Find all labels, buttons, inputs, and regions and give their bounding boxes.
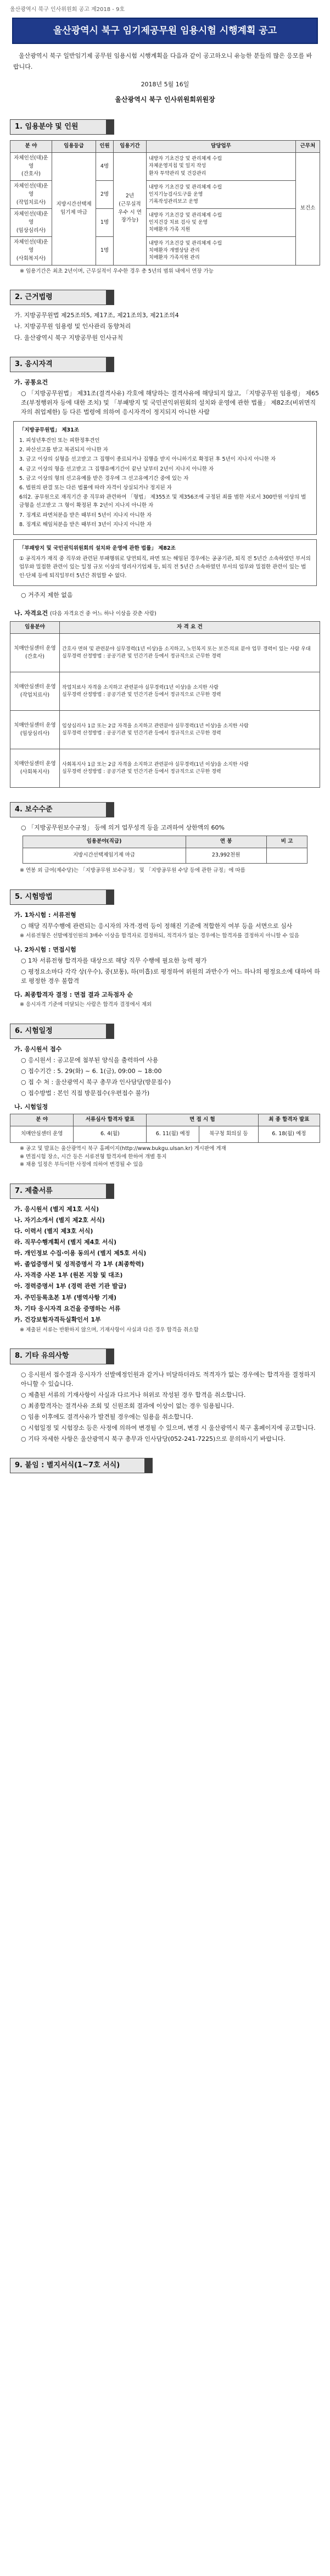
caution-item: ○ 제출된 서류의 기재사항이 사실과 다르거나 허위로 작성된 경우 합격을 취소합니다.	[21, 1391, 246, 1398]
section-title: 2. 근거법령	[10, 290, 106, 305]
list-item: 5. 금고 이상의 형의 선고유예를 받은 경우에 그 선고유예기간 중에 있는 자	[19, 475, 189, 482]
box-title: 「부패방지 및 국민권익위원회의 설치와 운영에 관한 법률」 제82조	[19, 545, 176, 551]
table-header: 분 야	[10, 141, 52, 153]
section-title: 5. 시험방법	[10, 890, 106, 904]
document-item: 라. 직무수행계획서 (별지 제4호 서식)	[14, 1239, 116, 1246]
duty-item: 치매환자 가족 지원	[149, 226, 191, 233]
subsection-label: 나. 자격요건	[14, 609, 48, 617]
cell-field: 치매안심센터 운영 (임상심리사)	[10, 711, 60, 749]
section-bar	[106, 1024, 114, 1038]
table-header: 임용분야	[10, 622, 60, 634]
paragraph: ○ 평정요소마다 각각 상(우수), 중(보통), 하(미흡)로 평정하여 위원의 과반수가 어느 하나의 평정요소에 대하여 하로 평정한 경우 불합격	[21, 968, 320, 985]
section-header-9	[10, 1458, 153, 1473]
section-title: 3. 응시자격	[10, 357, 106, 372]
section-bar	[106, 890, 114, 904]
cell-period: 2년 (근무실적 우수 시 연장가능)	[114, 152, 147, 265]
caution-item: ○ 임용 이후에도 결격사유가 발견될 경우에는 임용을 취소합니다.	[21, 1413, 193, 1420]
schedule-note: ※ 면접시험 장소, 시간 등은 서류전형 합격자에 한하여 개별 통지	[20, 1153, 167, 1160]
cell-grade: 지방시간선택제임기제 마급	[52, 152, 96, 265]
table-row	[10, 749, 320, 788]
duty-item: 내방자 기초건강 및 관리체계 수립	[149, 240, 222, 246]
table-header: 임용분야(직급)	[23, 836, 186, 848]
cell-salary: 23,992천원	[186, 848, 266, 864]
duty-item: 기록작성관리보고 운영	[149, 198, 198, 204]
law-box	[13, 421, 317, 535]
cell-interview: 6. 11(월) 예정	[147, 1126, 199, 1142]
cell-duties	[147, 209, 296, 237]
subsection-title: 나. 시험일정	[14, 1103, 48, 1111]
box-title: 「지방공무원법」 제31조	[19, 427, 79, 433]
req-item: 임상심리사 1급 또는 2급 자격을 소지하고 관련분야 실무경력(1년 이상)을 소지한 사람	[62, 723, 249, 729]
section-header-3	[10, 357, 114, 372]
duty-item: 치매환자 가족지원 관리	[149, 255, 200, 261]
cell-req	[60, 634, 320, 672]
table-header: 연 봉	[186, 836, 266, 848]
table-header: 근무처	[296, 141, 320, 153]
cell-field: 자체인선(대)운영 (작업치료사)	[10, 181, 52, 209]
document-item: 사. 자격증 사본 1부 (원본 지참 및 대조)	[14, 1272, 123, 1279]
list-item: 4. 금고 이상의 형을 선고받고 그 집행유예기간이 끝난 날부터 2년이 지나지 아니한 자	[19, 466, 214, 472]
section-bar	[106, 803, 114, 817]
schedule-note: ※ 채용 일정은 부득이한 사정에 의하여 변경될 수 있음	[20, 1162, 143, 1168]
paragraph: ○ 「지방공무원보수규정」 등에 의거 업무성격 등을 고려하여 상한액의 60%	[21, 824, 225, 832]
section-title: 1. 임용분야 및 인원	[10, 120, 106, 134]
paragraph: ○ 응시원서 : 공고문에 첨부된 양식을 출력하여 사용	[21, 1056, 159, 1064]
subsection-note: (다음 자격요건 중 어느 하나 이상을 갖춘 사람)	[49, 610, 156, 617]
box-text: ① 공직자가 재직 중 직무와 관련된 부패행위로 당연퇴직, 파면 또는 해임된 경우에는 공공기관, 퇴직 전 5년간 소속하였던 부서의 업무와 밀접한 관련이 있는 일정 규모 이상의 영리사기업체 등, 퇴직 전 5년간 소속하였던 부서의 업무와 밀접한 관련이 있는 법인·단체 등에 퇴직일부터 5년간 취업할 수 없다.	[19, 556, 311, 579]
notice-date: 2018년 5월 16일	[141, 81, 189, 89]
section-bar	[144, 1458, 152, 1473]
duty-item: 자체운영지침 및 일지 작성	[149, 163, 206, 169]
document-item: 카. 건강보험자격득실확인서 1부	[14, 1315, 101, 1323]
table-header: 임용등급	[52, 141, 96, 153]
schedule-table	[10, 1114, 320, 1143]
salary-note: ※ 연봉 외 급여(제수당)는 「지방공무원 보수규정」 및 「지방공무원 수당 등에 관한 규정」에 따름	[20, 867, 245, 874]
section-header-1	[10, 119, 114, 135]
document-item: 다. 이력서 (별지 제3호 서식)	[14, 1228, 93, 1235]
document-item: 아. 경력증명서 1부 (경력 관련 기관 발급)	[14, 1283, 127, 1290]
documents-note: ※ 제출된 서류는 반환하지 않으며, 기재사항이 사실과 다른 경우 합격을 취소함	[20, 1326, 199, 1333]
cell-count: 1명	[96, 209, 114, 237]
table-header: 자 격 요 건	[60, 622, 320, 634]
table-row	[10, 634, 320, 672]
duty-item: 내방자 기초건강 및 관리체계 수립	[149, 212, 222, 218]
cell-count: 2명	[96, 181, 114, 209]
salary-table	[23, 836, 308, 864]
cell-place: 북구청 회의실 등	[199, 1126, 258, 1142]
req-item: 간호사 면허 및 관련분야 실무경력(1년 이상)을 소지하고, 노인복지 또는 보건·의료 분야 업무 경력이 있는 사람 우대	[62, 646, 311, 652]
list-item: 6. 법원의 판결 또는 다른 법률에 따라 자격이 상실되거나 정지된 자	[19, 485, 172, 491]
note: ※ 응시자격 기준에 미달되는 사람은 합격자 결정에서 제외	[20, 1002, 152, 1008]
subsection-title: 다. 최종합격자 결정 : 면접 결과 고득점자 순	[14, 991, 133, 998]
section-title: 4. 보수수준	[10, 803, 106, 817]
cell-field: 자체인선(대)운영 (사회복지사)	[10, 237, 52, 265]
section-bar	[106, 120, 114, 134]
cell-field: 지방시간선택제임기제 마급	[23, 848, 186, 864]
table-header: 분 야	[10, 1114, 74, 1126]
section-header-7	[10, 1184, 114, 1199]
table-row	[10, 711, 320, 749]
table-note: ※ 임용기간은 최초 2년이며, 근무실적이 우수한 경우 총 5년의 범위 내에서 연장 가능	[20, 268, 214, 274]
table-row	[10, 152, 320, 180]
note: ※ 서류전형은 선발예정인원의 3배수 이상을 합격자로 결정하되, 적격자가 없는 경우에는 합격자를 결정하지 아니할 수 있음	[20, 933, 299, 939]
section-header-2	[10, 290, 114, 305]
section-header-8	[10, 1348, 114, 1364]
req-item: 사회복지사 1급 또는 2급 자격을 소지하고 관련분야 실무경력(1년 이상)을 소지한 사람	[62, 761, 249, 767]
requirements-table	[10, 621, 320, 788]
cell-req	[60, 711, 320, 749]
cell-place: 보건소	[296, 152, 320, 265]
notice-number: 울산광역시 북구 인사위원회 공고 제2018 - 9호	[10, 7, 125, 13]
cell-note	[266, 848, 307, 864]
table-row	[23, 848, 307, 864]
cell-count: 1명	[96, 237, 114, 265]
paragraph: ○ 접수방법 : 본인 직접 방문접수(우편접수 불가)	[21, 1090, 150, 1097]
table-header: 면 접 시 험	[147, 1114, 258, 1126]
law-item: 가. 지방공무원법 제25조의5, 제17조, 제21조의3, 제21조의4	[14, 312, 179, 319]
paragraph: ○ 접수기간 : 5. 29(화) ~ 6. 1(금), 09:00 ~ 18:00	[21, 1067, 162, 1075]
subsection-title	[10, 609, 320, 618]
list-item: 6의2. 공무원으로 재직기간 중 직무와 관련하여 「형법」 제355조 및 제356조에 규정된 죄를 범한 자로서 300만원 이상의 벌금형을 선고받고 그 형이 확정된 후 2년이 지나지 아니한 자	[19, 494, 306, 509]
section-title: 6. 시험일정	[10, 1024, 106, 1038]
subsection-title: 가. 공통요건	[14, 378, 48, 386]
cell-duties	[147, 237, 296, 265]
paragraph: ○ 1차 서류전형 합격자를 대상으로 해당 직무 수행에 필요한 능력 평가	[21, 957, 207, 964]
duty-item: 인지기능검사도구를 운영	[149, 191, 203, 197]
paragraph: ○ 해당 직무수행에 관련되는 응시자의 자격·경력 등이 정해진 기준에 적합한지 여부 등을 서면으로 심사	[21, 922, 293, 930]
caution-item: ○ 시험일정 및 시험장소 등은 사정에 의하여 변경될 수 있으며, 변경 시 울산광역시 북구 홈페이지에 공고합니다.	[21, 1424, 316, 1431]
section-title: 7. 제출서류	[10, 1184, 106, 1198]
req-item: 실무경력 산정방법 : 공공기관 및 민간기관 등에서 정규직으로 근무한 경력	[62, 692, 221, 698]
section-bar	[106, 290, 114, 305]
cell-final: 6. 18(월) 예정	[258, 1126, 320, 1142]
cell-field: 치매안심센터 운영 (사회복지사)	[10, 749, 60, 788]
table-header: 서류심사 합격자 발표	[74, 1114, 147, 1126]
list-item: 1. 피성년후견인 또는 피한정후견인	[19, 438, 100, 444]
document-item: 나. 자기소개서 (별지 제2호 서식)	[14, 1217, 105, 1224]
table-header: 최 종 합격자 발표	[258, 1114, 320, 1126]
paragraph: ○ 거주지 제한 없음	[21, 591, 73, 599]
subsection-title: 나. 2차시험 : 면접시험	[14, 946, 76, 953]
duty-item: 환자 투약관리 및 건강관리	[149, 170, 206, 176]
cell-duties	[147, 152, 296, 180]
document-item: 자. 주민등록초본 1부 (병역사항 기재)	[14, 1293, 116, 1301]
cell-field: 치매안심센터 운영 (간호사)	[10, 634, 60, 672]
subsection-title: 가. 응시원서 접수	[14, 1045, 62, 1053]
section-header-5	[10, 889, 114, 905]
caution-item: ○ 응시원서 접수결과 응시자가 선발예정인원과 같거나 미달하더라도 적격자가 없는 경우에는 합격자를 결정하지 아니할 수 있습니다.	[21, 1370, 316, 1387]
cell-req	[60, 749, 320, 788]
subsection-title: 가. 1차시험 : 서류전형	[14, 911, 76, 919]
cell-doc: 6. 4(월)	[74, 1126, 147, 1142]
section-title: 8. 기타 유의사항	[10, 1349, 106, 1363]
page-title: 울산광역시 북구 임기제공무원 임용시험 시행계획 공고	[12, 18, 318, 44]
section-bar	[106, 357, 114, 372]
section-header-4	[10, 802, 114, 817]
issuer: 울산광역시 북구 인사위원회위원장	[115, 96, 215, 104]
section-bar	[106, 1349, 114, 1363]
document-item: 바. 졸업증명서 및 성적증명서 각 1부 (최종학력)	[14, 1261, 144, 1268]
law-box	[13, 539, 317, 586]
intro-text: 울산광역시 북구 일반임기제 공무원 임용시험 시행계획을 다음과 같이 공고하오니 유능한 분들의 많은 응모를 바랍니다.	[13, 52, 312, 70]
list-item: 2. 파산선고를 받고 복권되지 아니한 자	[19, 447, 108, 454]
schedule-note: ※ 공고 및 발표는 울산광역시 북구 홈페이지(http://www.bukgu.ulsan.kr) 게시판에 게재	[20, 1145, 226, 1152]
cell-req	[60, 672, 320, 711]
list-item: 3. 금고 이상의 실형을 선고받고 그 집행이 종료되거나 집행을 받지 아니하기로 확정된 후 5년이 지나지 아니한 자	[19, 456, 276, 463]
caution-item: ○ 기타 자세한 사항은 울산광역시 북구 총무과 인사담당(052-241-7225)으로 문의하시기 바랍니다.	[21, 1435, 286, 1442]
document-item: 차. 기타 응시자격 요건을 증명하는 서류	[14, 1304, 121, 1312]
req-item: 실무경력 산정방법 : 공공기관 및 민간기관 등에서 정규직으로 근무한 경력	[62, 653, 221, 659]
table-header: 담당업무	[147, 141, 296, 153]
duty-item: 치매환자 개별상담 관리	[149, 247, 200, 253]
duty-item: 내방자 기초건강 및 관리체계 수립	[149, 184, 222, 190]
section-bar	[106, 1184, 114, 1198]
table-row	[10, 672, 320, 711]
table-header: 인원	[96, 141, 114, 153]
caution-item: ○ 최종합격자는 결격사유 조회 및 신원조회 결과에 이상이 없는 경우 임용됩니다.	[21, 1402, 234, 1409]
section-title: 9. 붙임 : 별지서식(1~7호 서식)	[10, 1458, 144, 1473]
cell-field: 자체인선(대)운영 (임상심리사)	[10, 209, 52, 237]
cell-duties	[147, 181, 296, 209]
duty-item: 인지건강 치료 검사 및 운영	[149, 219, 208, 225]
req-item: 작업치료사 자격을 소지하고 관련분야 실무경력(1년 이상)을 소지한 사람	[62, 684, 219, 690]
document-item: 가. 응시원서 (별지 제1호 서식)	[14, 1206, 99, 1213]
cell-field: 자체인선(대)운영 (간호사)	[10, 152, 52, 180]
list-item: 7. 징계로 파면처분을 받은 때부터 5년이 지나지 아니한 자	[19, 512, 152, 518]
list-item: 8. 징계로 해임처분을 받은 때부터 3년이 지나지 아니한 자	[19, 521, 152, 528]
cell-field: 치매안심센터 운영	[10, 1126, 74, 1142]
law-item: 나. 지방공무원 임용령 및 인사관리 동향처리	[14, 323, 131, 330]
positions-table	[10, 140, 320, 265]
document-item: 마. 개인정보 수집·이용 동의서 (별지 제5호 서식)	[14, 1250, 147, 1257]
table-row	[10, 1126, 320, 1142]
paragraph: ○ 「지방공무원법」 제31조(결격사유) 각호에 해당하는 결격사유에 해당되지 않고, 「지방공무원 임용령」 제65조(부정행위자 등에 대한 조치) 및 「부패방지 및 국민권익위원회의 설치와 운영에 관한 법률」 제82조(비위면직자의 취업제한) 등 다른 법령에 의하여 응시자격이 정지되지 아니한 사람	[21, 389, 320, 416]
table-header: 비 고	[266, 836, 307, 848]
section-header-6	[10, 1024, 114, 1039]
table-header: 임용기간	[114, 141, 147, 153]
cell-field: 치매안심센터 운영 (작업치료사)	[10, 672, 60, 711]
law-item: 다. 울산광역시 북구 지방공무원 인사규칙	[14, 334, 124, 341]
req-item: 실무경력 산정방법 : 공공기관 및 민간기관 등에서 정규직으로 근무한 경력	[62, 769, 221, 775]
cell-count: 4명	[96, 152, 114, 180]
req-item: 실무경력 산정방법 : 공공기관 및 민간기관 등에서 정규직으로 근무한 경력	[62, 730, 221, 736]
paragraph: ○ 접 수 처 : 울산광역시 북구 총무과 인사담당(방문접수)	[21, 1079, 171, 1086]
duty-item: 내방자 기초건강 및 관리체계 수립	[149, 156, 222, 162]
